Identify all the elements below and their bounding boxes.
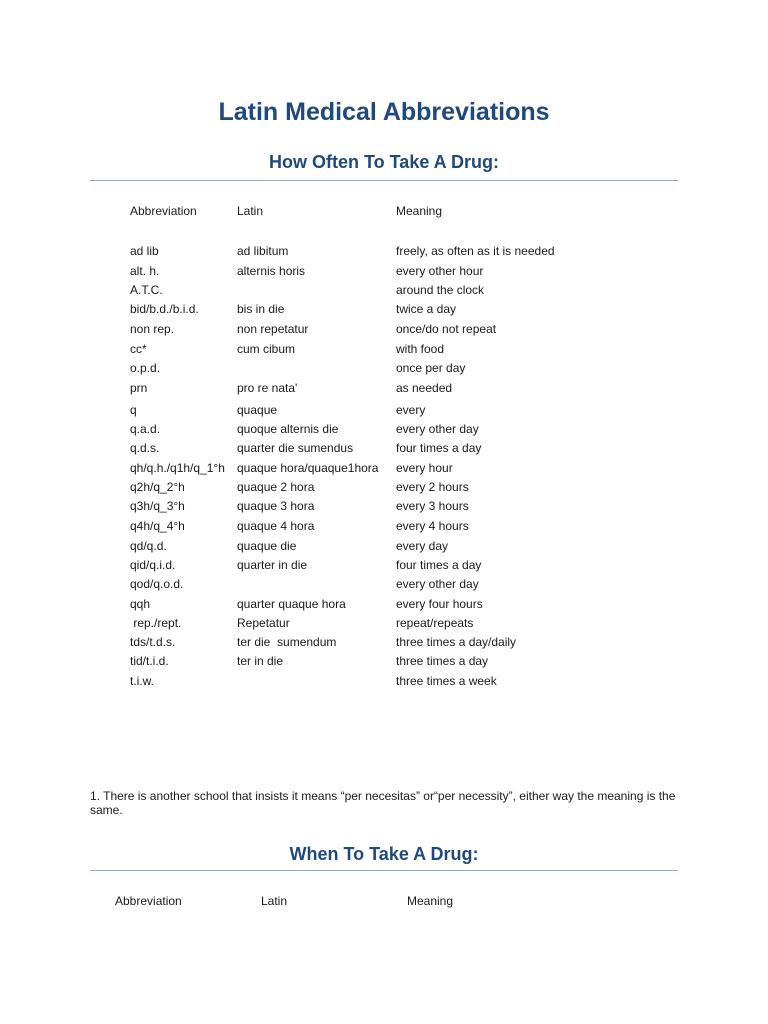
cell-abbreviation: tid/t.i.d. [130,654,169,668]
cell-abbreviation: non rep. [130,322,175,336]
cell-abbreviation: A.T.C. [130,283,163,297]
cell-meaning: every other day [396,577,479,591]
cell-abbreviation: tds/t.d.s. [130,635,176,649]
cell-latin: ad libitum [237,244,289,258]
cell-abbreviation: q.d.s. [130,441,160,455]
cell-latin: quarter quaque hora [237,597,346,611]
cell-meaning: every day [396,539,449,553]
cell-abbreviation: bid/b.d./b.i.d. [130,302,199,316]
cell-latin: Repetatur [237,616,290,630]
cell-abbreviation: ad lib [130,244,159,258]
section-heading-when: When To Take A Drug: [289,844,479,864]
cell-latin: alternis horis [237,264,306,278]
cell-abbreviation: q3h/q_3°h [130,499,185,513]
cell-abbreviation: alt. h. [130,264,160,278]
cell-latin: quaque 3 hora [237,499,315,513]
column-header-latin: Latin [237,204,264,218]
cell-abbreviation: qid/q.i.d. [130,558,176,572]
cell-meaning: four times a day [396,558,482,572]
cell-latin: bis in die [237,302,285,316]
cell-latin: quaque 4 hora [237,519,315,533]
cell-abbreviation: prn [130,381,148,395]
cell-meaning: every other day [396,422,479,436]
cell-meaning: repeat/repeats [396,616,474,630]
cell-meaning: as needed [396,381,453,395]
cell-meaning: every hour [396,461,453,475]
column-header-latin: Latin [261,894,288,908]
column-header-meaning: Meaning [407,894,454,908]
cell-latin: quaque 2 hora [237,480,315,494]
cell-meaning: every four hours [396,597,483,611]
cell-latin: quaque [237,403,278,417]
cell-latin: quarter in die [237,558,308,572]
cell-meaning: three times a week [396,674,497,688]
cell-meaning: once per day [396,361,466,375]
cell-meaning: every 4 hours [396,519,469,533]
cell-meaning: twice a day [396,302,457,316]
cell-meaning: once/do not repeat [396,322,497,336]
cell-latin: quoque alternis die [237,422,339,436]
cell-meaning: every other hour [396,264,484,278]
cell-abbreviation: o.p.d. [130,361,161,375]
cell-meaning: every 3 hours [396,499,469,513]
cell-abbreviation: qd/q.d. [130,539,167,553]
column-header-abbreviation: Abbreviation [115,894,182,908]
cell-meaning: every 2 hours [396,480,469,494]
cell-abbreviation: t.i.w. [130,674,155,688]
cell-meaning: three times a day [396,654,489,668]
column-header-meaning: Meaning [396,204,443,218]
cell-abbreviation: q2h/q_2°h [130,480,185,494]
cell-meaning: freely, as often as it is needed [396,244,555,258]
cell-abbreviation: q [130,403,137,417]
cell-abbreviation: qod/q.o.d. [130,577,184,591]
footnote: 1. There is another school that insists it means “per necesitas” or“per necessity”, either way the meaning is the same. [90,789,676,817]
cell-abbreviation: q.a.d. [130,422,161,436]
cell-latin: quarter die sumendus [237,441,354,455]
cell-latin: quaque hora/quaque1hora [237,461,379,475]
section-heading-how-often: How Often To Take A Drug: [269,152,499,172]
cell-latin: pro re nata' [237,381,298,395]
cell-abbreviation: cc* [130,342,147,356]
document-title: Latin Medical Abbreviations [218,98,550,126]
cell-meaning: every [396,403,426,417]
cell-latin: non repetatur [237,322,309,336]
cell-latin: ter in die [237,654,284,668]
cell-latin: quaque die [237,539,297,553]
cell-abbreviation: q4h/q_4°h [130,519,185,533]
cell-latin: cum cibum [237,342,296,356]
cell-meaning: around the clock [396,283,485,297]
cell-abbreviation: rep./rept. [130,616,182,630]
cell-meaning: four times a day [396,441,482,455]
column-header-abbreviation: Abbreviation [130,204,197,218]
cell-meaning: with food [396,342,445,356]
cell-meaning: three times a day/daily [396,635,517,649]
cell-abbreviation: qqh [130,597,151,611]
cell-abbreviation: qh/q.h./q1h/q_1°h [130,461,225,475]
cell-latin: ter die sumendum [237,635,337,649]
